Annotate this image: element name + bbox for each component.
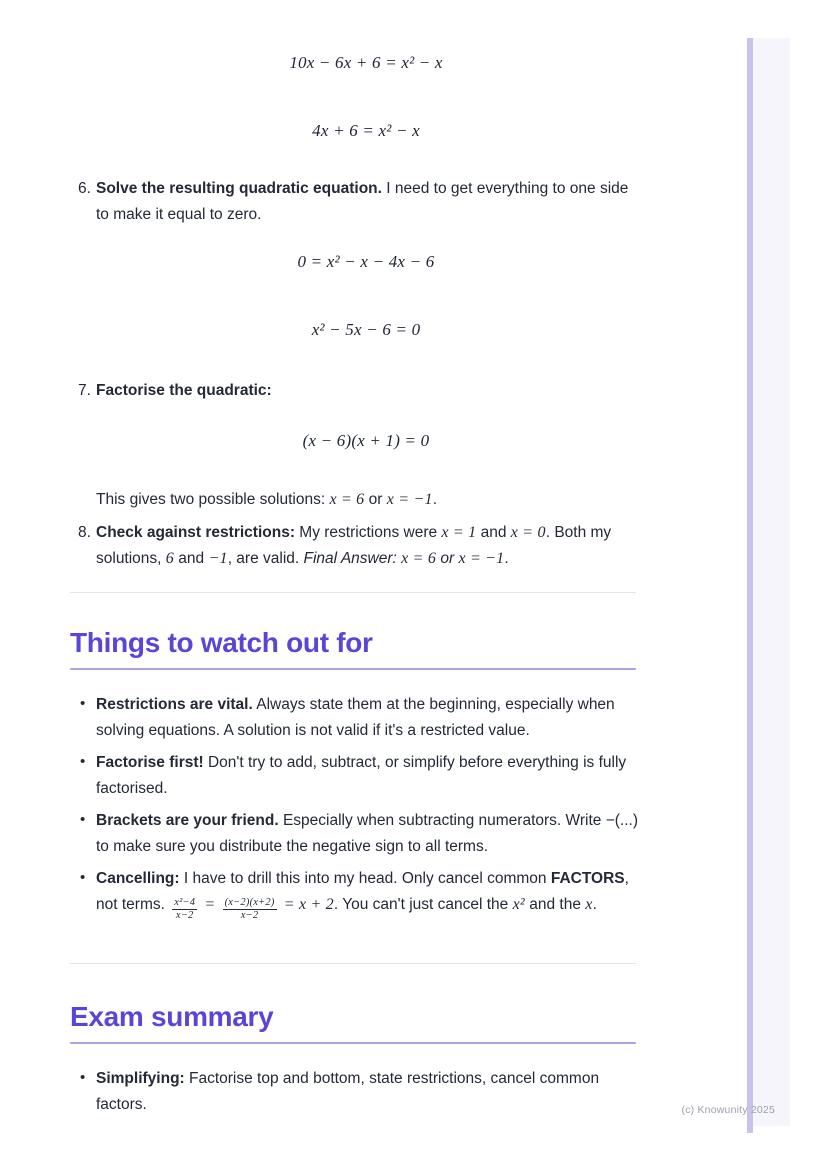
bullet-text: . You can't just cancel the xyxy=(333,896,513,913)
bullet-text: and the xyxy=(524,896,586,913)
step-8-text: My restrictions were xyxy=(294,524,442,541)
bullet-marker: • xyxy=(80,811,86,828)
bullet-text: Especially when subtracting numerators. Write −(...) to make sure you distribute the negative sign to all terms. xyxy=(96,812,639,855)
equation-line-5: (x − 6)(x + 1) = 0 xyxy=(302,431,430,450)
math-solution-minus-1: −1 xyxy=(208,550,228,567)
math-final-x-6: x = 6 xyxy=(401,550,437,567)
list-item-step-7 xyxy=(78,378,640,404)
math-x-equals-6: x = 6 xyxy=(329,491,365,508)
section-heading-exam-summary: Exam summary xyxy=(70,1001,274,1032)
bullet-marker: • xyxy=(80,695,86,712)
list-item-number: 8. xyxy=(78,524,91,541)
math-x-equals-minus-1: x = −1 xyxy=(386,491,433,508)
bullet-text: I have to drill this into my head. Only cancel common xyxy=(179,870,551,887)
list-item-number: 7. xyxy=(78,382,91,399)
bullet-bold-lead: Restrictions are vital. xyxy=(96,696,253,713)
math-x: x xyxy=(585,896,593,913)
list-item-number: 6. xyxy=(78,180,91,197)
equation-line-1: 10x − 6x + 6 = x² − x xyxy=(289,53,443,72)
fraction-denominator: x−2 xyxy=(223,909,277,922)
heading-underline xyxy=(70,668,636,670)
fraction-numerator: (x−2)(x+2) xyxy=(224,897,275,908)
bullet-cancelling xyxy=(80,866,640,922)
final-answer-or: or xyxy=(436,550,459,567)
step-6-text: I need to get everything to one side to make it equal to zero. xyxy=(96,180,629,223)
step-8-period: . xyxy=(504,550,509,567)
bullet-text: , not terms. xyxy=(96,870,629,913)
list-item-step-8 xyxy=(78,520,640,572)
step-8-text: , are valid. xyxy=(227,550,304,567)
math-x-squared: x² xyxy=(512,896,525,913)
bullet-bold-lead: Brackets are your friend. xyxy=(96,812,279,829)
math-equals: = xyxy=(200,896,220,913)
section-divider xyxy=(70,592,636,593)
section-divider xyxy=(70,963,636,964)
fraction-factored-over-x-minus-2 xyxy=(223,897,277,922)
equation-line-4: x² − 5x − 6 = 0 xyxy=(311,320,421,339)
step-6-bold-lead: Solve the resulting quadratic equation. xyxy=(96,180,382,197)
final-answer-label: Final Answer: xyxy=(303,550,402,567)
bullet-restrictions xyxy=(80,692,640,744)
step-8-text: and xyxy=(476,524,511,541)
solutions-text: This gives two possible solutions: xyxy=(96,491,330,508)
solutions-period: . xyxy=(432,491,437,508)
bullet-marker: • xyxy=(80,1069,86,1086)
bullet-text: Factorise top and bottom, state restrictions, cancel common factors. xyxy=(96,1070,600,1113)
bullet-text: Don't try to add, subtract, or simplify before everything is fully factorised. xyxy=(96,754,627,797)
math-equals-x-plus-2: = x + 2 xyxy=(279,896,334,913)
equation-line-2: 4x + 6 = x² − x xyxy=(312,121,420,140)
math-restriction-2: x = 0 xyxy=(510,524,546,541)
section-heading-watch-out: Things to watch out for xyxy=(70,627,373,658)
fraction-denominator: x−2 xyxy=(172,909,197,922)
bullet-bold-lead: Cancelling: xyxy=(96,870,180,887)
bullet-bold-factors: FACTORS xyxy=(550,870,625,887)
solutions-paragraph xyxy=(96,487,640,513)
list-item-step-6 xyxy=(78,176,640,228)
step-8-text: and xyxy=(174,550,209,567)
bullet-marker: • xyxy=(80,869,86,886)
bullet-text: Always state them at the beginning, especially when solving equations. A solution is not valid if it's a restricted value. xyxy=(96,696,615,739)
equation-line-3: 0 = x² − x − 4x − 6 xyxy=(297,252,435,271)
fraction-numerator: x²−4 xyxy=(174,897,196,908)
copyright-watermark: (c) Knowunity 2025 xyxy=(681,1104,775,1116)
fraction-x2-minus-4-over-x-minus-2 xyxy=(172,897,197,922)
step-8-text: . Both my solutions, xyxy=(96,524,612,567)
bullet-marker: • xyxy=(80,753,86,770)
step-7-bold-lead: Factorise the quadratic: xyxy=(96,382,272,399)
bullet-period: . xyxy=(592,896,597,913)
math-solution-6: 6 xyxy=(165,550,174,567)
solutions-or: or xyxy=(364,491,387,508)
step-8-bold-lead: Check against restrictions: xyxy=(96,524,295,541)
math-restriction-1: x = 1 xyxy=(441,524,477,541)
page-edge-bar xyxy=(747,38,753,1133)
heading-underline xyxy=(70,1042,636,1044)
bullet-factorise-first xyxy=(80,750,640,802)
bullet-bold-lead: Factorise first! xyxy=(96,754,204,771)
bullet-brackets xyxy=(80,808,640,860)
math-final-x-minus-1: x = −1 xyxy=(458,550,505,567)
page-edge-tint xyxy=(753,38,790,1126)
bullet-bold-lead: Simplifying: xyxy=(96,1070,185,1087)
